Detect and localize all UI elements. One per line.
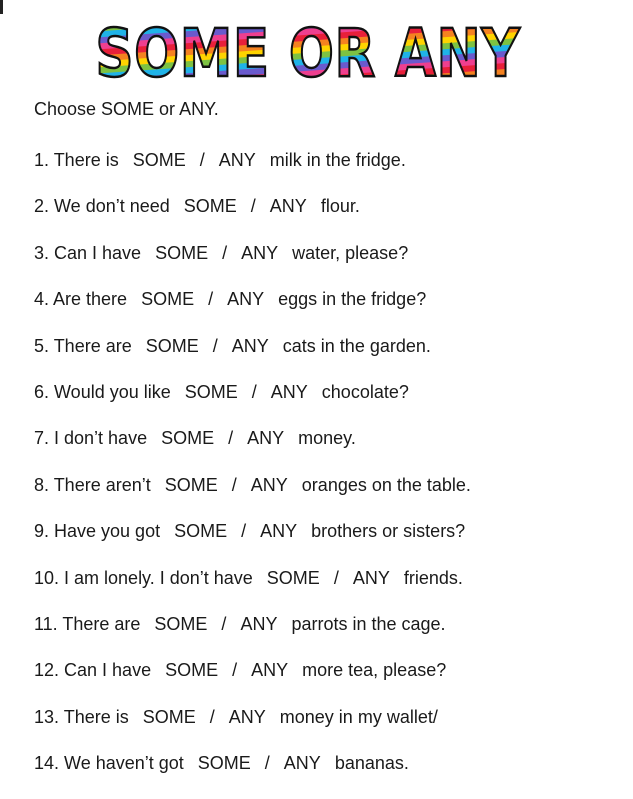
exercise-item (34, 428, 471, 474)
title-banner (88, 8, 528, 90)
option-any[interactable]: ANY (241, 242, 279, 263)
sentence-end: money in my wallet/ (279, 706, 438, 727)
option-separator: / (231, 474, 237, 495)
exercise-item (34, 614, 471, 660)
sentence-end: oranges on the table. (301, 474, 471, 495)
option-separator: / (232, 660, 238, 681)
option-any[interactable]: ANY (270, 381, 308, 402)
sentence-end: parrots in the cage. (291, 613, 446, 634)
sentence-start: 11. There are (34, 613, 141, 634)
option-any[interactable]: ANY (352, 567, 390, 588)
instruction-text: Choose SOME or ANY. (34, 99, 219, 119)
sentence-end: bananas. (334, 753, 409, 774)
sentence-start: 3. Can I have (34, 242, 142, 263)
option-any[interactable]: ANY (269, 196, 307, 217)
option-separator: / (199, 150, 205, 170)
sentence-end: friends. (403, 567, 463, 588)
option-separator: / (251, 381, 257, 402)
option-any[interactable]: ANY (228, 706, 266, 727)
option-separator: / (212, 335, 218, 356)
option-some[interactable]: SOME (165, 660, 219, 681)
option-some[interactable]: SOME (184, 381, 238, 402)
sentence-end: brothers or sisters? (311, 521, 466, 542)
option-any[interactable]: ANY (227, 289, 265, 310)
sentence-start: 8. There aren’t (34, 474, 151, 495)
option-separator: / (241, 521, 247, 542)
sentence-end: cats in the garden. (282, 335, 431, 356)
sentence-end: more tea, please? (302, 660, 447, 681)
option-some[interactable]: SOME (142, 706, 196, 727)
exercise-item (34, 196, 471, 242)
sentence-end: water, please? (292, 242, 409, 263)
option-separator: / (208, 289, 214, 310)
option-some[interactable]: SOME (183, 196, 237, 217)
title-graphic (88, 8, 528, 90)
option-some[interactable]: SOME (266, 567, 320, 588)
option-separator: / (250, 196, 256, 217)
exercise-item (34, 568, 471, 614)
sentence-start: 1. There is (34, 150, 119, 170)
sentence-start: 5. There are (34, 335, 132, 356)
edge-mark (0, 0, 3, 14)
sentence-end: milk in the fridge. (269, 150, 406, 170)
option-separator: / (264, 753, 270, 774)
sentence-start: 14. We haven’t got (34, 753, 184, 774)
sentence-start: 2. We don’t need (34, 196, 170, 217)
option-any[interactable]: ANY (218, 150, 256, 170)
option-separator: / (221, 613, 227, 634)
sentence-start: 7. I don’t have (34, 428, 148, 449)
option-some[interactable]: SOME (145, 335, 199, 356)
sentence-end: chocolate? (321, 381, 409, 402)
sentence-end: eggs in the fridge? (278, 289, 427, 310)
option-separator: / (209, 706, 215, 727)
exercise-item (34, 475, 471, 521)
exercise-item (34, 753, 471, 799)
option-any[interactable]: ANY (247, 428, 285, 449)
exercise-item (34, 382, 471, 428)
option-separator: / (333, 567, 339, 588)
option-separator: / (228, 428, 234, 449)
exercise-item (34, 150, 471, 196)
option-any[interactable]: ANY (251, 660, 289, 681)
exercise-item (34, 521, 471, 567)
option-some[interactable]: SOME (132, 150, 186, 170)
sentence-start: 4. Are there (34, 289, 128, 310)
exercise-item (34, 289, 471, 335)
option-separator: / (222, 242, 228, 263)
option-any[interactable]: ANY (250, 474, 288, 495)
page-title: SOME OR ANY (95, 15, 521, 92)
exercise-item (34, 336, 471, 382)
sentence-start: 13. There is (34, 706, 129, 727)
option-any[interactable]: ANY (240, 613, 278, 634)
exercise-item (34, 660, 471, 706)
sentence-start: 12. Can I have (34, 660, 152, 681)
option-some[interactable]: SOME (174, 521, 228, 542)
sentence-start: 9. Have you got (34, 521, 161, 542)
option-some[interactable]: SOME (154, 613, 208, 634)
option-some[interactable]: SOME (155, 242, 209, 263)
exercise-item (34, 707, 471, 753)
sentence-start: 10. I am lonely. I don’t have (34, 567, 253, 588)
option-any[interactable]: ANY (283, 753, 321, 774)
option-some[interactable]: SOME (161, 428, 215, 449)
sentence-end: money. (298, 428, 356, 449)
option-some[interactable]: SOME (141, 289, 195, 310)
sentence-start: 6. Would you like (34, 381, 171, 402)
exercise-item (34, 243, 471, 289)
sentence-end: flour. (320, 196, 360, 217)
exercise-list (34, 150, 471, 799)
option-some[interactable]: SOME (164, 474, 218, 495)
option-some[interactable]: SOME (197, 753, 251, 774)
option-any[interactable]: ANY (260, 521, 298, 542)
option-any[interactable]: ANY (231, 335, 269, 356)
